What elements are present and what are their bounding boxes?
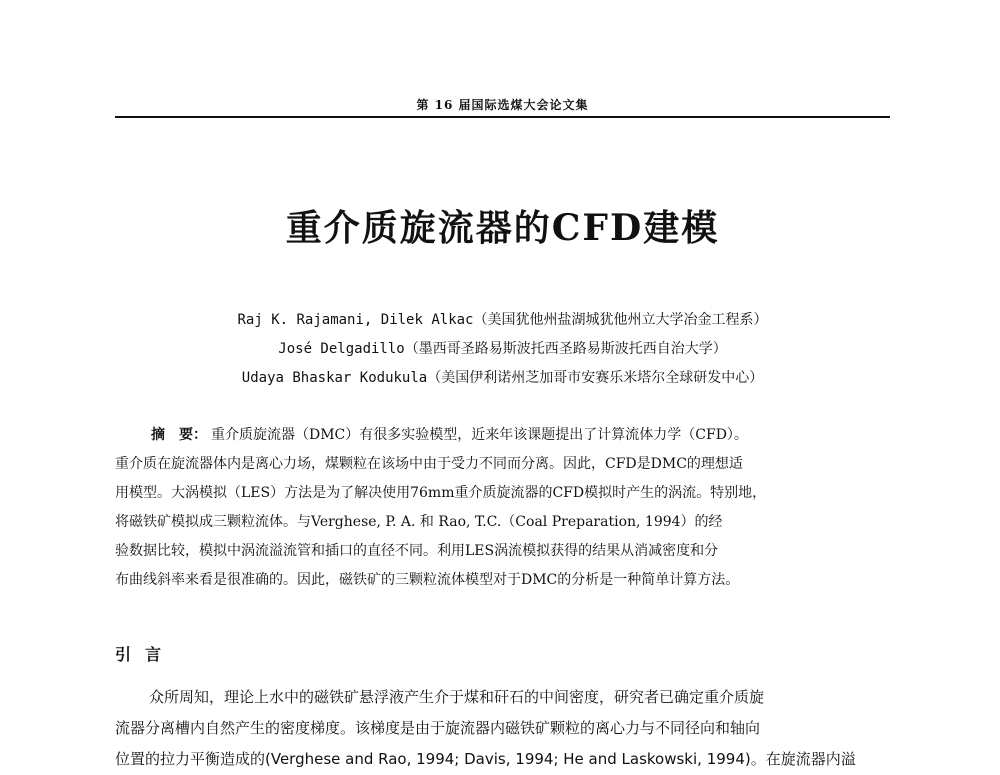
paper-title: 重介质旋流器的CFD建模 [285, 207, 720, 249]
section-heading-introduction: 引言 [115, 645, 176, 664]
abstract-label: 摘 要： [151, 427, 207, 443]
body-line: 众所周知，理论上水中的磁铁矿悬浮液产生介于煤和矸石的中间密度，研究者已确定重介质旋 [149, 688, 765, 706]
abstract-line: 验数据比较，模拟中涡流溢流管和插口的直径不同。利用LES涡流模拟获得的结果从消减密度和分 [115, 543, 719, 559]
abstract-line: 将磁铁矿模拟成三颗粒流体。与Verghese, P. A. 和 Rao, T.C.（Coal Preparation, 1994）的经 [115, 514, 723, 530]
header-rule [115, 116, 890, 118]
abstract [115, 421, 890, 595]
author-line: José Delgadillo（墨西哥圣路易斯波托西圣路易斯波托西自治大学） [278, 341, 727, 357]
author-line: Raj K. Rajamani, Dilek Alkac（美国犹他州盐湖城犹他州立大学冶金工程系） [237, 312, 768, 328]
body-line: 位置的拉力平衡造成的(Verghese and Rao, 1994; Davis, 1994; He and Laskowski, 1994)。在旋流器内溢 [115, 750, 856, 768]
author-list [115, 306, 890, 393]
introduction-body [115, 682, 890, 775]
abstract-line: 重介质在旋流器体内是离心力场，煤颗粒在该场中由于受力不同而分离。因此，CFD是DMC的理想适 [115, 456, 743, 472]
abstract-text: 重介质旋流器（DMC）有很多实验模型，近来年该课题提出了计算流体力学（CFD）。 [211, 427, 748, 443]
abstract-line: 用模型。大涡模拟（LES）方法是为了解决使用76mm重介质旋流器的CFD模拟时产生的涡流。特别地， [115, 485, 767, 501]
running-header: 第 16 届国际选煤大会论文集 [416, 98, 589, 112]
body-line: 流器分离槽内自然产生的密度梯度。该梯度是由于旋流器内磁铁矿颗粒的离心力与不同径向和轴向 [115, 719, 761, 737]
author-line: Udaya Bhaskar Kodukula（美国伊利诺州芝加哥市安赛乐米塔尔全球研发中心） [241, 370, 764, 386]
abstract-line: 布曲线斜率来看是很准确的。因此，磁铁矿的三颗粒流体模型对于DMC的分析是一种简单计算方法。 [115, 572, 740, 588]
abstract-line [115, 421, 890, 450]
